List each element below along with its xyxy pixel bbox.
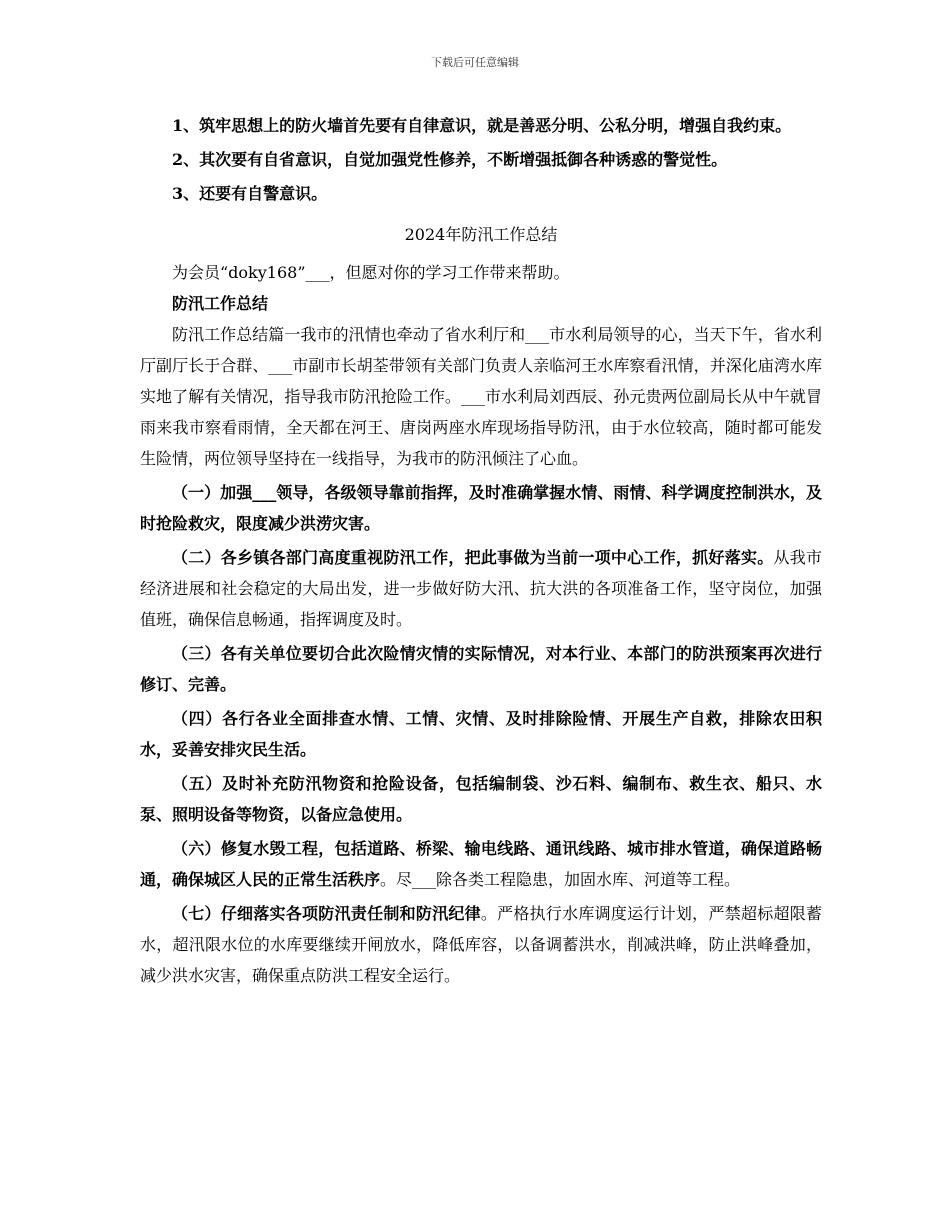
measure-item-7-text: 。严格执行水库调度运行计划，严禁超标超限蓄水，超汛限水位的水库要继续开闸放水，降低库容，以备调蓄洪水，削减洪峰，防止洪峰叠加，减少洪水灾害，确保重点防洪工程安全运行。 [140, 904, 822, 985]
member-note: 为会员“doky168”___，但愿对你的学习工作带来帮助。 [172, 263, 570, 282]
measure-item-2-lead: （二）各乡镇各部门高度重视防汛工作，把此事做为当前一项中心工作，抓好落实。 [172, 548, 774, 567]
section-subtitle: 防汛工作总结 [172, 294, 269, 313]
measure-item-4-lead: （四）各行各业全面排查水情、工情、灾情、及时排除险情、开展生产自救，排除农田积水，妥善安排灾民生活。 [140, 709, 822, 759]
intro-point-1: 1、筑牢思想上的防火墙首先要有自律意识，就是善恶分明、公私分明，增强自我约束。 [172, 116, 792, 135]
measure-item-1 [140, 477, 822, 539]
document-title: 2024年防汛工作总结 [404, 225, 558, 244]
measure-item-6 [140, 833, 822, 895]
measure-item-5-lead: （五）及时补充防汛物资和抢险设备，包括编制袋、沙石料、编制布、救生衣、船只、水泵、照明设备等物资，以备应急使用。 [140, 774, 822, 824]
document-body [140, 110, 822, 991]
measure-item-4 [140, 703, 822, 765]
measure-item-3 [140, 638, 822, 700]
summary-paragraph: 防汛工作总结篇一我市的汛情也牵动了省水利厅和___市水利局领导的心，当天下午，省水利厅副厅长于合群、___市副市长胡荃带领有关部门负责人亲临河王水库察看汛情，并深化庙湾水库实地了解有关情况，指导我市防汛抢险工作。___市水利局刘西辰、孙元贵两位副局长从中午就冒雨来我市察看雨情，全天都在河王、唐岗两座水库现场指导防汛，由于水位较高，随时都可能发生险情，两位领导坚持在一线指导，为我市的防汛倾注了心血。 [140, 325, 822, 468]
measure-item-6-text: 。尽___除各类工程隐患，加固水库、河道等工程。 [380, 870, 741, 889]
intro-point-2: 2、其次要有自省意识，自觉加强党性修养，不断增强抵御各种诱惑的警觉性。 [172, 150, 728, 169]
intro-point-3: 3、还要有自警意识。 [172, 184, 328, 203]
measure-item-5 [140, 768, 822, 830]
measure-item-1-lead: （一）加强___领导，各级领导靠前指挥，及时准确掌握水情、雨情、科学调度控制洪水，及时抢险救灾，限度减少洪涝灾害。 [140, 483, 822, 533]
measure-item-7 [140, 898, 822, 991]
measure-item-2 [140, 542, 822, 635]
measure-item-2-text: 从我市经济进展和社会稳定的大局出发，进一步做好防大汛、抗大洪的各项准备工作，坚守岗位，加强值班，确保信息畅通，指挥调度及时。 [140, 548, 822, 629]
measure-item-3-lead: （三）各有关单位要切合此次险情灾情的实际情况，对本行业、本部门的防洪预案再次进行修订、完善。 [140, 644, 822, 694]
page-header-note: 下载后可任意编辑 [431, 56, 519, 69]
measure-item-7-lead: （七）仔细落实各项防汛责任制和防汛纪律 [172, 904, 481, 923]
measure-item-6-lead: （六）修复水毁工程，包括道路、桥梁、输电线路、通讯线路、城市排水管道，确保道路畅通，确保城区人民的正常生活秩序 [140, 839, 822, 889]
